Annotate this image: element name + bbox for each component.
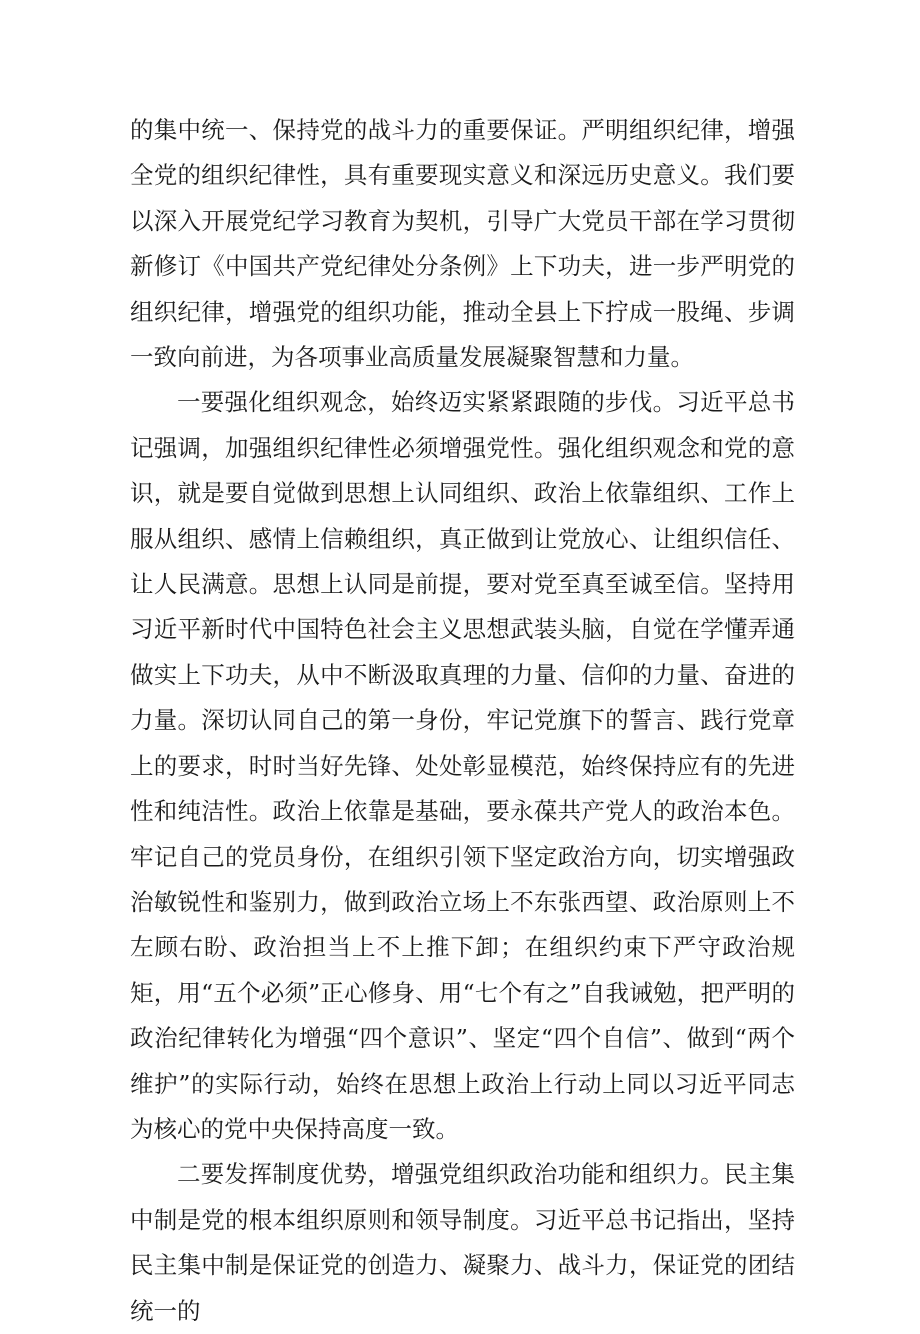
paragraph-continuation: 的集中统一、保持党的战斗力的重要保证。严明组织纪律，增强全党的组织纪律性，具有重要现实意义和深远历史意义。我们要以深入开展党纪学习教育为契机，引导广大党员干部在学习贯彻新修订《中国共产党纪律处分条例》上下功夫，进一步严明党的组织纪律，增强党的组织功能，推动全县上下拧成一股绳、步调一致向前进，为各项事业高质量发展凝聚智慧和力量。 bbox=[130, 116, 795, 372]
paragraph-institutional-advantage: 二要发挥制度优势，增强党组织政治功能和组织力。民主集中制是党的根本组织原则和领导制度。习近平总书记指出，坚持民主集中制是保证党的创造力、凝聚力、战斗力，保证党的团结统一的 bbox=[130, 1160, 795, 1325]
document-body bbox=[130, 108, 795, 1334]
paragraph-organizational-concept: 一要强化组织观念，始终迈实紧紧跟随的步伐。习近平总书记强调，加强组织纪律性必须增强党性。强化组织观念和党的意识，就是要自觉做到思想上认同组织、政治上依靠组织、工作上服从组织、感情上信赖组织，真正做到让党放心、让组织信任、让人民满意。思想上认同是前提，要对党至真至诚至信。坚持用习近平新时代中国特色社会主义思想武装头脑，自觉在学懂弄通做实上下功夫，从中不断汲取真理的力量、信仰的力量、奋进的力量。深切认同自己的第一身份，牢记党旗下的誓言、践行党章上的要求，时时当好先锋、处处彰显模范，始终保持应有的先进性和纯洁性。政治上依靠是基础，要永葆共产党人的政治本色。牢记自己的党员身份，在组织引领下坚定政治方向，切实增强政治敏锐性和鉴别力，做到政治立场上不东张西望、政治原则上不左顾右盼、政治担当上不上推下卸；在组织约束下严守政治规矩，用“五个必须”正心修身、用“七个有之”自我诫勉，把严明的政治纪律转化为增强“四个意识”、坚定“四个自信”、做到“两个维护”的实际行动，始终在思想上政治上行动上同以习近平同志为核心的党中央保持高度一致。 bbox=[130, 388, 795, 1143]
